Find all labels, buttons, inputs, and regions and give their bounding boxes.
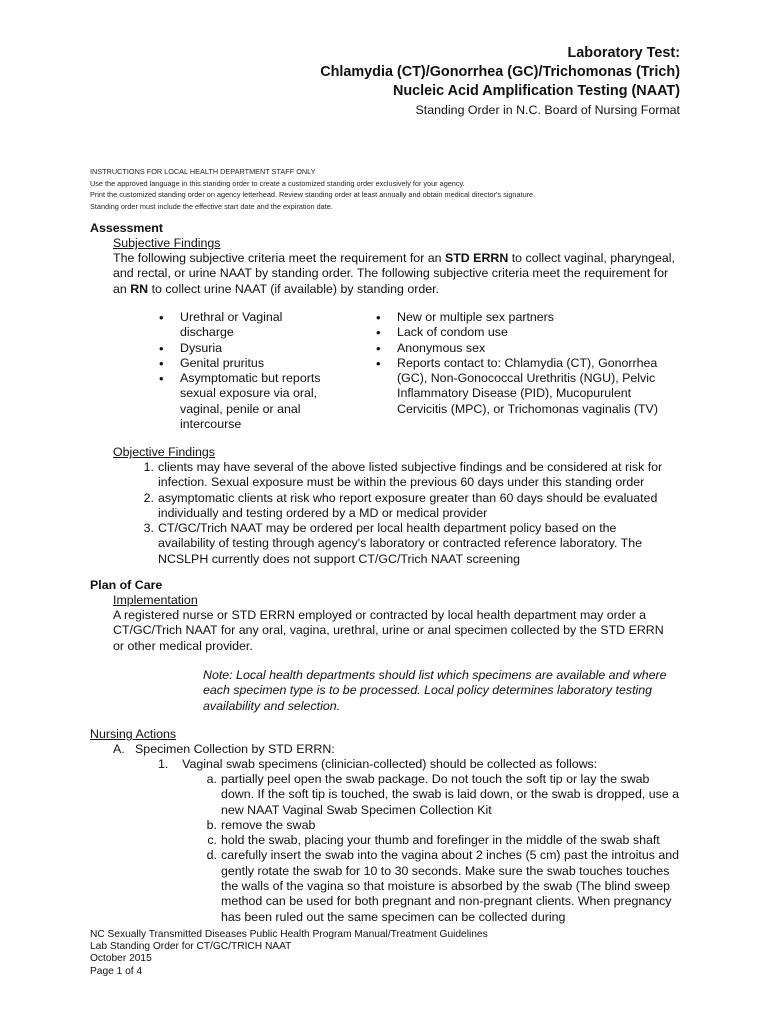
title-line-3: Nucleic Acid Amplification Testing (NAAT) [392, 83, 680, 99]
footer-line: NC Sexually Transmitted Diseases Public Health Program Manual/Treatment Guidelines [90, 929, 488, 940]
swab-steps-list [206, 772, 681, 925]
footer-line: October 2015 [90, 953, 152, 965]
list-item: • Genital pruritus [157, 356, 332, 371]
list-item: 3. CT/GC/Trich NAAT may be ordered per local health department policy based on the availability of testing through agency's laboratory or contracted reference laboratory. The NCSLPH currently does not support CT/GC/Trich NAAT screening [143, 521, 643, 566]
nursing-actions-heading: Nursing Actions [90, 727, 177, 741]
subjective-findings-list-right [374, 310, 664, 417]
local-policy-note: Note: Local health departments should list which specimens are available and where each specimen type is to be processed. Local policy determines laboratory testing availability and selection. [203, 668, 667, 713]
list-item: d. carefully insert the swab into the vagina about 2 inches (5 cm) past the introitus and gently rotate the swab for 10 to 30 seconds. Make sure the swab touches touches the walls of the vagina so that moisture is absorbed by the swab (The blind sweep method can be used for both pregnant and non-pregnant clients. When pregnancy has been ruled out the same specimen can be collected during [206, 848, 680, 924]
list-item: • Asymptomatic but reports sexual exposure via oral, vaginal, penile or anal intercourse [157, 371, 332, 432]
title-line-1: Laboratory Test: [567, 45, 680, 61]
staff-instructions [90, 166, 535, 212]
plan-of-care-heading: Plan of Care [90, 578, 163, 592]
subtitle: Standing Order in N.C. Board of Nursing Format [415, 103, 680, 117]
page-footer [90, 929, 488, 978]
page-number: Page 1 of 4 [90, 965, 143, 977]
assessment-heading: Assessment [90, 221, 164, 235]
objective-findings-list [143, 460, 673, 567]
list-item: 2. asymptomatic clients at risk who report exposure greater than 60 days should be evaluated individually and testing ordered by a MD or medical provider [143, 490, 658, 520]
list-item: c. hold the swab, placing your thumb and forefinger in the middle of the swab shaft [207, 833, 660, 848]
subjective-findings-heading: Subjective Findings [113, 236, 221, 250]
list-item: b. remove the swab [206, 817, 316, 832]
implementation-paragraph: A registered nurse or STD ERRN employed or contracted by local health department may order a CT/GC/Trich NAAT for any oral, vagina, urethral, urine or anal specimen collected by the STD ERRN or other medical provider. [113, 608, 664, 653]
footer-line: Lab Standing Order for CT/GC/TRICH NAAT [90, 941, 292, 953]
vaginal-swab-heading: 1. Vaginal swab specimens (clinician-collected) should be collected as follows: [158, 757, 598, 771]
implementation-heading: Implementation [113, 593, 198, 607]
subjective-findings-list-left [157, 310, 332, 432]
list-item: • Dysuria [157, 341, 332, 356]
instruction-line: Print the customized standing order on agency letterhead. Review standing order at least annually and obtain medical director's signature. [90, 190, 536, 199]
document-header [320, 44, 680, 118]
instruction-line: INSTRUCTIONS FOR LOCAL HEALTH DEPARTMENT STAFF ONLY [90, 167, 316, 176]
list-item: • Anonymous sex [374, 341, 664, 356]
instruction-line: Standing order must include the effective start date and the expiration date. [90, 201, 333, 211]
instruction-line: Use the approved language in this standing order to create a customized standing order exclusively for your agency. [90, 178, 465, 188]
list-item: • Lack of condom use [374, 325, 664, 340]
subjective-criteria-paragraph: The following subjective criteria meet the requirement for an STD ERRN to collect vaginal, pharyngeal, and rectal, or urine NAAT by standing order. The following subjective criteria meet the requirement for an RN to collect urine NAAT (if available) by standing order. [113, 251, 675, 296]
specimen-collection-heading: A. Specimen Collection by STD ERRN: [113, 742, 335, 756]
objective-findings-heading: Objective Findings [113, 445, 215, 459]
list-item: 1. clients may have several of the above listed subjective findings and be considered at risk for infection. Sexual exposure must be within the previous 60 days under this standing order [143, 460, 663, 490]
list-item: • Urethral or Vaginal discharge [157, 310, 332, 341]
title-line-2: Chlamydia (CT)/Gonorrhea (GC)/Trichomonas (Trich) [320, 64, 680, 80]
list-item: • Reports contact to: Chlamydia (CT), Gonorrhea (GC), Non-Gonococcal Urethritis (NGU), Pelvic Inflammatory Disease (PID), Mucopurulent Cervicitis (MPC), or Trichomonas vaginalis (TV) [374, 356, 664, 417]
list-item: a. partially peel open the swab package. Do not touch the soft tip or lay the swab down. If the soft tip is touched, the swab is laid down, or the swab is dropped, use a new NAAT Vaginal Swab Specimen Collection Kit [206, 772, 680, 817]
list-item: • New or multiple sex partners [374, 310, 664, 325]
